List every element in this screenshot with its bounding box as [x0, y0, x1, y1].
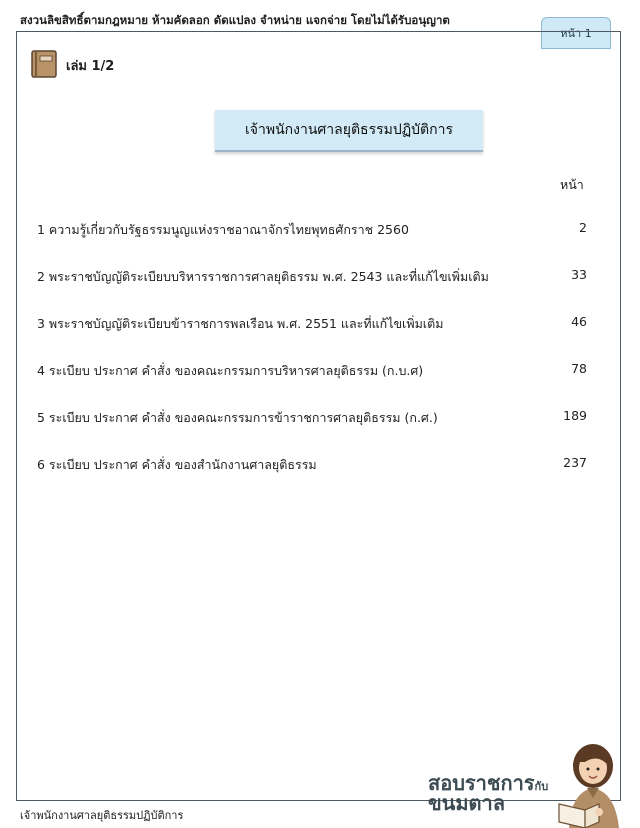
page-title: เจ้าพนักงานศาลยุติธรรมปฏิบัติการ [215, 110, 483, 152]
toc-row[interactable] [37, 263, 597, 310]
toc-item-page: 78 [571, 361, 587, 376]
brand-line1: สอบราชการ [428, 771, 535, 795]
brand-line2: ขนมตาล [428, 791, 506, 815]
volume-label: เล่ม 1/2 [66, 59, 115, 74]
toc-row[interactable] [37, 451, 597, 498]
toc-item-text: 6 ระเบียบ ประกาศ คำสั่ง ของสำนักงานศาลยุติธรรม [37, 457, 317, 472]
page-number-tab: หน้า 1 [541, 17, 611, 49]
toc-item-text: 2 พระราชบัญญัติระเบียบบริหารราชการศาลยุติธรรม พ.ศ. 2543 และที่แก้ไขเพิ่มเติม [37, 269, 489, 284]
footer-title: เจ้าพนักงานศาลยุติธรรมปฏิบัติการ [20, 809, 184, 822]
toc-item-page: 189 [563, 408, 587, 423]
table-of-contents [37, 216, 597, 498]
toc-item-text: 5 ระเบียบ ประกาศ คำสั่ง ของคณะกรรมการข้าราชการศาลยุติธรรม (ก.ศ.) [37, 410, 438, 425]
mascot-girl-reading-icon [555, 740, 627, 828]
toc-row[interactable] [37, 404, 597, 451]
toc-item-page: 33 [571, 267, 587, 282]
book-icon [31, 50, 57, 78]
toc-row[interactable] [37, 310, 597, 357]
toc-item-text: 1 ความรู้เกี่ยวกับรัฐธรรมนูญแห่งราชอาณาจักรไทยพุทธศักราช 2560 [37, 222, 409, 237]
toc-item-text: 3 พระราชบัญญัติระเบียบข้าราชการพลเรือน พ.ศ. 2551 และที่แก้ไขเพิ่มเติม [37, 316, 444, 331]
toc-item-page: 237 [563, 455, 587, 470]
toc-item-page: 2 [579, 220, 587, 235]
brand-small: กับ [534, 780, 549, 793]
toc-row[interactable] [37, 216, 597, 263]
brand-logo [428, 773, 548, 813]
toc-item-text: 4 ระเบียบ ประกาศ คำสั่ง ของคณะกรรมการบริหารศาลยุติธรรม (ก.บ.ศ) [37, 363, 424, 378]
toc-row[interactable] [37, 357, 597, 404]
toc-item-page: 46 [571, 314, 587, 329]
copyright-notice: สงวนลิขสิทธิ์ตามกฎหมาย ห้ามคัดลอก ดัดแปลง จำหน่าย แจกจ่าย โดยไม่ได้รับอนุญาต [20, 13, 450, 27]
page-column-header: หน้า [560, 177, 584, 192]
